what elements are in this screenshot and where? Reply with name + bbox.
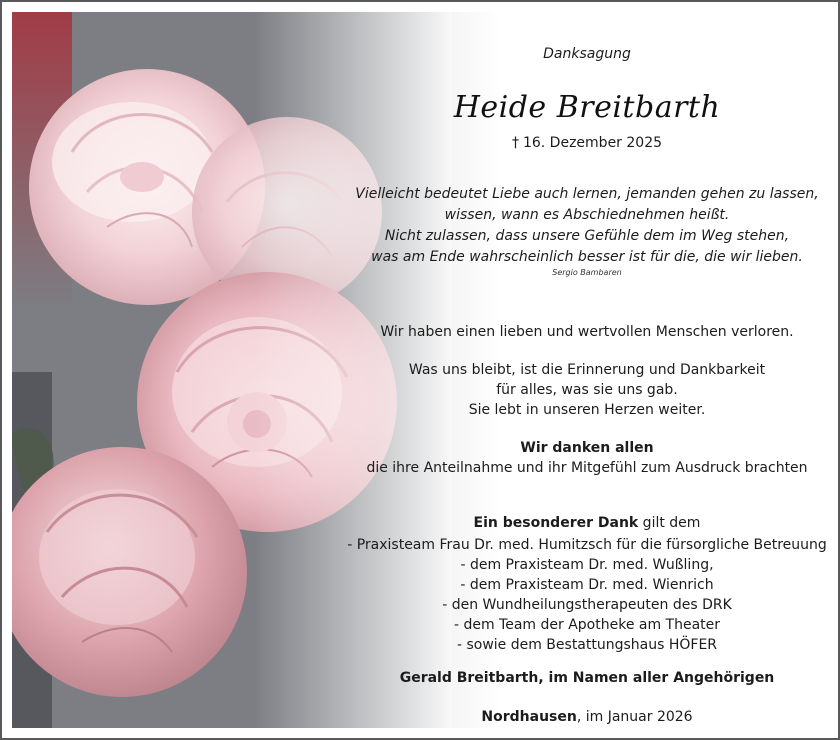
poem-line: wissen, wann es Abschiednehmen heißt. bbox=[444, 207, 730, 223]
memory-paragraph bbox=[342, 360, 828, 420]
place-date bbox=[342, 709, 828, 725]
special-thanks-rest: gilt dem bbox=[638, 515, 701, 531]
signature: Gerald Breitbarth, im Namen aller Angehörigen bbox=[399, 670, 775, 686]
poem-line: was am Ende wahrscheinlich besser ist für die, die wir lieben. bbox=[371, 249, 803, 265]
obituary-notice bbox=[12, 12, 828, 728]
list-item: - dem Praxisteam Dr. med. Wußling, bbox=[460, 557, 714, 573]
thanks-heading: Wir danken allen bbox=[520, 440, 654, 456]
cross-symbol: † bbox=[511, 135, 519, 151]
poem-line: Nicht zulassen, dass unsere Gefühle dem im Weg stehen, bbox=[384, 228, 790, 244]
list-item: - sowie dem Bestattungshaus HÖFER bbox=[456, 637, 718, 653]
list-item: - Praxisteam Frau Dr. med. Humitzsch für die fürsorgliche Betreuung bbox=[347, 537, 827, 553]
death-date: 16. Dezember 2025 bbox=[522, 135, 663, 151]
special-thanks-bold: Ein besonderer Dank bbox=[473, 515, 639, 531]
thanks-line: die ihre Anteilnahme und ihr Mitgefühl zum Ausdruck brachten bbox=[366, 460, 808, 476]
loss-paragraph: Wir haben einen lieben und wertvollen Menschen verloren. bbox=[380, 324, 794, 340]
poem bbox=[342, 184, 828, 268]
special-thanks-heading bbox=[342, 515, 828, 531]
memory-line: Was uns bleibt, ist die Erinnerung und Dankbarkeit bbox=[408, 362, 766, 378]
list-item: - den Wundheilungstherapeuten des DRK bbox=[442, 597, 732, 613]
memory-line: für alles, was sie uns gab. bbox=[496, 382, 678, 398]
memory-line: Sie lebt in unseren Herzen weiter. bbox=[468, 402, 706, 418]
special-thanks-list bbox=[342, 535, 828, 655]
death-date-line bbox=[342, 135, 828, 151]
place-name: Nordhausen bbox=[481, 709, 577, 725]
list-item: - dem Praxisteam Dr. med. Wienrich bbox=[460, 577, 714, 593]
place-date-rest: , im Januar 2026 bbox=[576, 709, 693, 725]
notice-text bbox=[342, 12, 828, 728]
list-item: - dem Team der Apotheke am Theater bbox=[453, 617, 721, 633]
notice-heading: Danksagung bbox=[543, 46, 631, 62]
poem-line: Vielleicht bedeutet Liebe auch lernen, jemanden gehen zu lassen, bbox=[355, 186, 819, 202]
deceased-name: Heide Breitbarth bbox=[453, 90, 721, 125]
poem-author: Sergio Bambaren bbox=[552, 268, 622, 277]
